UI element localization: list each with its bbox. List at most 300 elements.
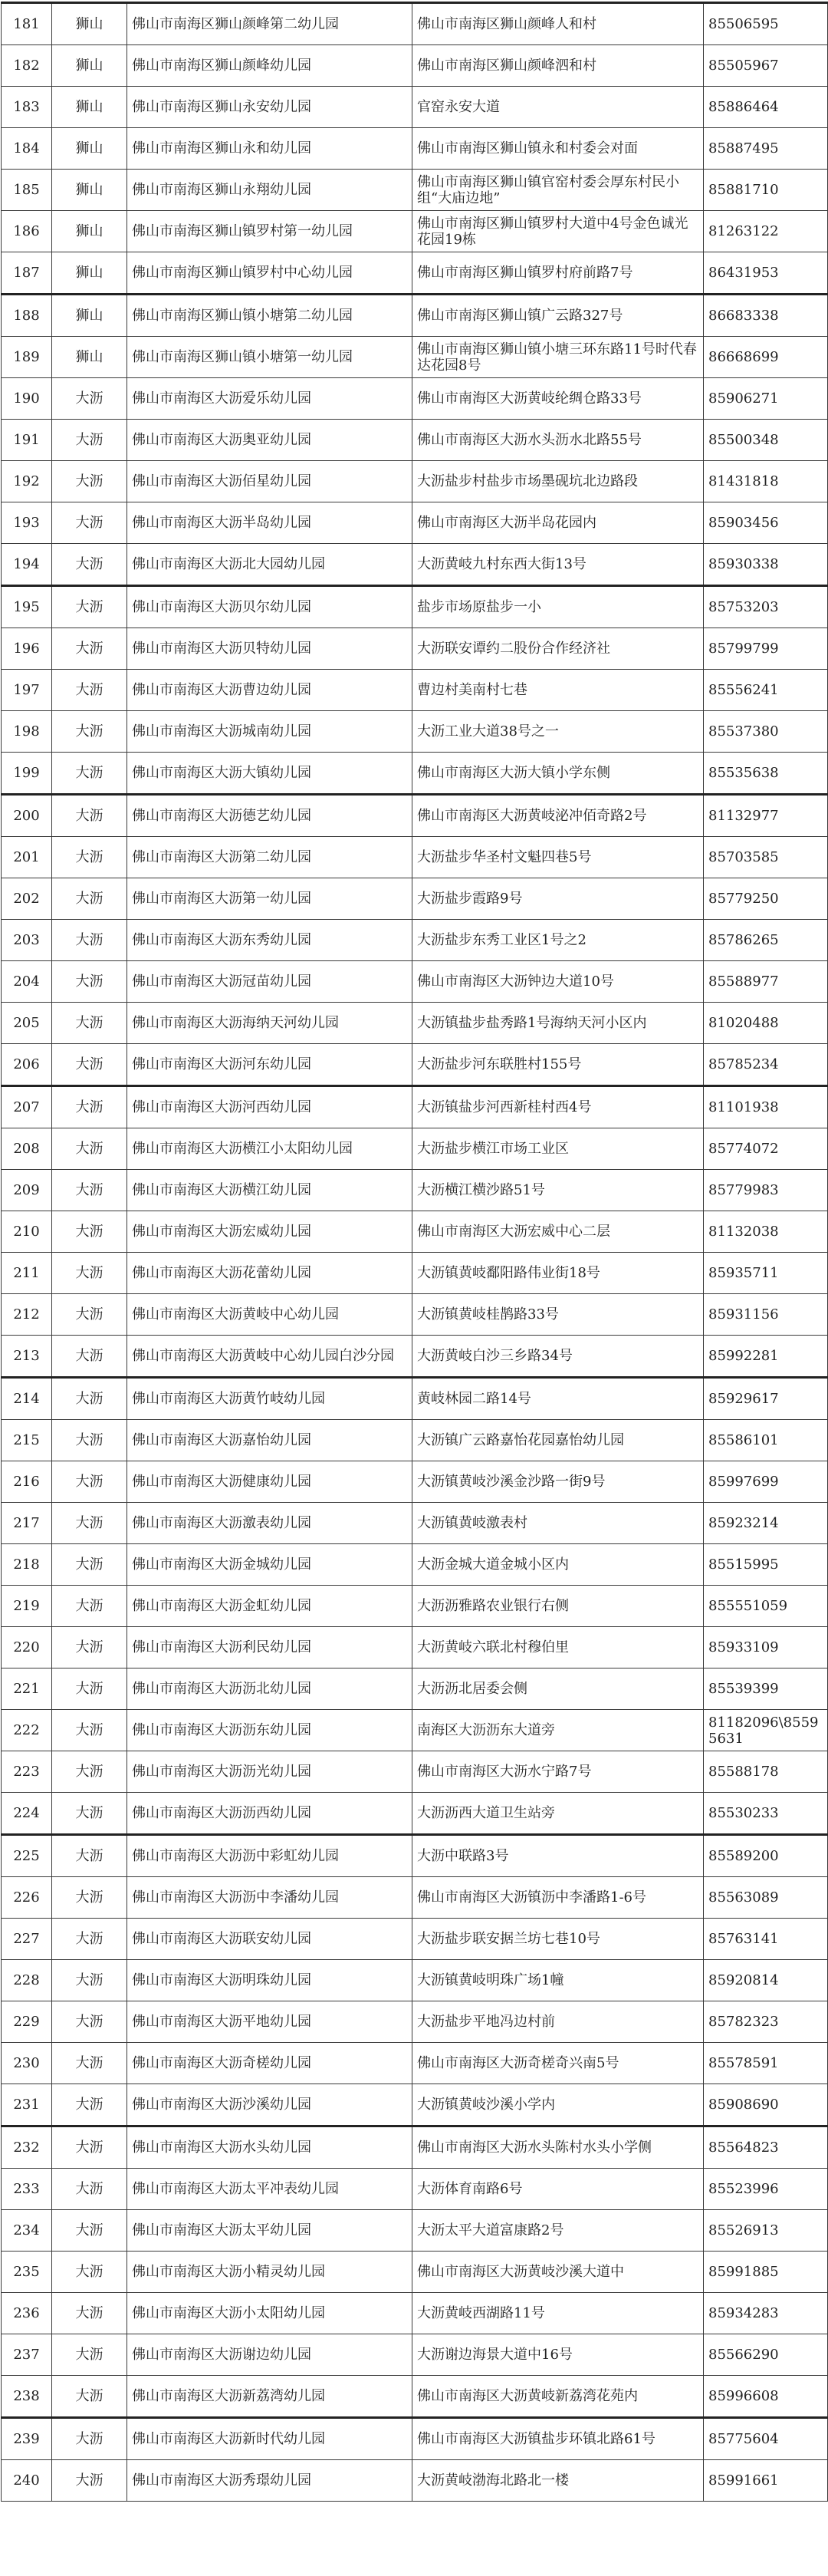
district-cell: 大沥 [52,1128,127,1170]
table-row [2,45,828,87]
district-cell: 大沥 [52,1544,127,1586]
address-cell: 佛山市南海区大沥镇盐步环镇北路61号 [412,2418,704,2460]
phone-cell: 85997699 [704,1461,828,1503]
table-row [2,378,828,420]
district-cell: 狮山 [52,170,127,211]
phone-cell: 85930338 [704,544,828,586]
phone-cell: 85992281 [704,1336,828,1378]
row-number-cell: 197 [2,670,52,711]
kindergarten-name-cell: 佛山市南海区大沥健康幼儿园 [127,1461,412,1503]
phone-cell: 85578591 [704,2043,828,2084]
phone-cell: 85500348 [704,420,828,461]
kindergarten-name-cell: 佛山市南海区大沥激表幼儿园 [127,1503,412,1544]
row-number-cell: 196 [2,628,52,670]
district-cell: 大沥 [52,670,127,711]
phone-cell: 85923214 [704,1503,828,1544]
table-row [2,1710,828,1751]
phone-cell: 85903456 [704,502,828,544]
phone-cell: 85887495 [704,128,828,170]
table-row [2,1586,828,1627]
kindergarten-name-cell: 佛山市南海区大沥爱乐幼儿园 [127,378,412,420]
row-number-cell: 193 [2,502,52,544]
row-number-cell: 214 [2,1378,52,1420]
kindergarten-name-cell: 佛山市南海区狮山永安幼儿园 [127,87,412,128]
address-cell: 佛山市南海区大沥水头沥水北路55号 [412,420,704,461]
kindergarten-name-cell: 佛山市南海区狮山永翔幼儿园 [127,170,412,211]
address-cell: 官窑永安大道 [412,87,704,128]
row-number-cell: 237 [2,2334,52,2376]
district-cell: 大沥 [52,1086,127,1128]
address-cell: 大沥联安谭约二股份合作经济社 [412,628,704,670]
kindergarten-name-cell: 佛山市南海区大沥沥东幼儿园 [127,1710,412,1751]
phone-cell: 85935711 [704,1253,828,1294]
phone-cell: 85703585 [704,837,828,878]
table-row [2,586,828,628]
address-cell: 大沥盐步霞路9号 [412,878,704,920]
table-row [2,1544,828,1586]
address-cell: 大沥盐步平地冯边村前 [412,2001,704,2043]
phone-cell: 86683338 [704,295,828,337]
kindergarten-name-cell: 佛山市南海区大沥沙溪幼儿园 [127,2084,412,2126]
address-cell: 大沥镇黄岐沙溪小学内 [412,2084,704,2126]
row-number-cell: 215 [2,1420,52,1461]
address-cell: 佛山市南海区大沥水宁路7号 [412,1751,704,1793]
row-number-cell: 195 [2,586,52,628]
district-cell: 大沥 [52,1378,127,1420]
kindergarten-name-cell: 佛山市南海区大沥太平幼儿园 [127,2210,412,2252]
address-cell: 大沥体育南路6号 [412,2169,704,2210]
district-cell: 大沥 [52,920,127,961]
table-row [2,502,828,544]
phone-cell: 85920814 [704,1960,828,2001]
phone-cell: 85539399 [704,1668,828,1710]
phone-cell: 85753203 [704,586,828,628]
phone-cell: 85934283 [704,2293,828,2334]
row-number-cell: 208 [2,1128,52,1170]
address-cell: 佛山市南海区狮山镇罗村大道中4号金色诚光花园19栋 [412,211,704,252]
table-row [2,2252,828,2293]
kindergarten-name-cell: 佛山市南海区大沥第二幼儿园 [127,837,412,878]
table-row [2,1668,828,1710]
row-number-cell: 185 [2,170,52,211]
table-row [2,2126,828,2169]
district-cell: 狮山 [52,87,127,128]
kindergarten-name-cell: 佛山市南海区大沥新时代幼儿园 [127,2418,412,2460]
kindergarten-name-cell: 佛山市南海区大沥第一幼儿园 [127,878,412,920]
table-row [2,420,828,461]
table-row [2,1211,828,1253]
row-number-cell: 231 [2,2084,52,2126]
kindergarten-name-cell: 佛山市南海区狮山永和幼儿园 [127,128,412,170]
kindergarten-name-cell: 佛山市南海区大沥半岛幼儿园 [127,502,412,544]
address-cell: 大沥镇黄岐鄱阳路伟业街18号 [412,1253,704,1294]
table-row [2,1294,828,1336]
table-row [2,1253,828,1294]
district-cell: 大沥 [52,2376,127,2418]
phone-cell: 85589200 [704,1835,828,1877]
district-cell: 大沥 [52,2043,127,2084]
address-cell: 大沥太平大道富康路2号 [412,2210,704,2252]
kindergarten-name-cell: 佛山市南海区大沥小太阳幼儿园 [127,2293,412,2334]
district-cell: 大沥 [52,1835,127,1877]
kindergarten-name-cell: 佛山市南海区大沥明珠幼儿园 [127,1960,412,2001]
table-body [2,3,828,2502]
phone-cell: 85991885 [704,2252,828,2293]
row-number-cell: 205 [2,1003,52,1044]
phone-cell: 85566290 [704,2334,828,2376]
kindergarten-name-cell: 佛山市南海区大沥北大园幼儿园 [127,544,412,586]
address-cell: 大沥镇黄岐明珠广场1幢 [412,1960,704,2001]
address-cell: 大沥沥北居委会侧 [412,1668,704,1710]
row-number-cell: 236 [2,2293,52,2334]
address-cell: 大沥黄岐西湖路11号 [412,2293,704,2334]
row-number-cell: 191 [2,420,52,461]
table-row [2,1378,828,1420]
table-row [2,1627,828,1668]
address-cell: 大沥横江横沙路51号 [412,1170,704,1211]
kindergarten-table [1,2,828,2502]
kindergarten-name-cell: 佛山市南海区大沥利民幼儿园 [127,1627,412,1668]
district-cell: 大沥 [52,711,127,753]
district-cell: 大沥 [52,1919,127,1960]
kindergarten-name-cell: 佛山市南海区大沥沥西幼儿园 [127,1793,412,1835]
table-row [2,628,828,670]
row-number-cell: 221 [2,1668,52,1710]
phone-cell: 85779983 [704,1170,828,1211]
district-cell: 狮山 [52,337,127,378]
address-cell: 大沥镇黄岐桂鹊路33号 [412,1294,704,1336]
phone-cell: 85563089 [704,1877,828,1919]
table-row [2,337,828,378]
district-cell: 大沥 [52,795,127,837]
district-cell: 大沥 [52,2334,127,2376]
row-number-cell: 188 [2,295,52,337]
row-number-cell: 202 [2,878,52,920]
address-cell: 大沥镇黄岐沙溪金沙路一街9号 [412,1461,704,1503]
row-number-cell: 204 [2,961,52,1003]
phone-cell: 85799799 [704,628,828,670]
kindergarten-name-cell: 佛山市南海区大沥东秀幼儿园 [127,920,412,961]
table-row [2,2376,828,2418]
address-cell: 大沥盐步华圣村文魁四巷5号 [412,837,704,878]
kindergarten-name-cell: 佛山市南海区大沥黄岐中心幼儿园 [127,1294,412,1336]
row-number-cell: 230 [2,2043,52,2084]
table-row [2,1919,828,1960]
address-cell: 大沥镇广云路嘉怡花园嘉怡幼儿园 [412,1420,704,1461]
table-row [2,1503,828,1544]
table-row [2,1420,828,1461]
row-number-cell: 229 [2,2001,52,2043]
district-cell: 大沥 [52,586,127,628]
address-cell: 大沥工业大道38号之一 [412,711,704,753]
table-row [2,2293,828,2334]
district-cell: 大沥 [52,2001,127,2043]
kindergarten-name-cell: 佛山市南海区大沥沥中李潘幼儿园 [127,1877,412,1919]
address-cell: 佛山市南海区大沥奇槎奇兴南5号 [412,2043,704,2084]
table-row [2,87,828,128]
kindergarten-name-cell: 佛山市南海区大沥花蕾幼儿园 [127,1253,412,1294]
table-row [2,670,828,711]
kindergarten-name-cell: 佛山市南海区大沥大镇幼儿园 [127,753,412,795]
kindergarten-name-cell: 佛山市南海区大沥贝特幼儿园 [127,628,412,670]
district-cell: 狮山 [52,252,127,295]
phone-cell: 85506595 [704,3,828,45]
district-cell: 大沥 [52,1627,127,1668]
address-cell: 佛山市南海区大沥镇沥中李潘路1-6号 [412,1877,704,1919]
kindergarten-name-cell: 佛山市南海区大沥金城幼儿园 [127,1544,412,1586]
phone-cell: 85535638 [704,753,828,795]
address-cell: 大沥镇盐步河西新桂村西4号 [412,1086,704,1128]
district-cell: 大沥 [52,461,127,502]
phone-cell: 85782323 [704,2001,828,2043]
table-row [2,1960,828,2001]
kindergarten-name-cell: 佛山市南海区大沥佰星幼儿园 [127,461,412,502]
kindergarten-name-cell: 佛山市南海区大沥宏威幼儿园 [127,1211,412,1253]
phone-cell: 85530233 [704,1793,828,1835]
address-cell: 佛山市南海区狮山镇永和村委会对面 [412,128,704,170]
kindergarten-name-cell: 佛山市南海区大沥奥亚幼儿园 [127,420,412,461]
row-number-cell: 199 [2,753,52,795]
address-cell: 南海区大沥沥东大道旁 [412,1710,704,1751]
district-cell: 大沥 [52,2084,127,2126]
address-cell: 大沥黄岐渤海北路北一楼 [412,2460,704,2502]
address-cell: 大沥盐步横江市场工业区 [412,1128,704,1170]
row-number-cell: 235 [2,2252,52,2293]
table-row [2,461,828,502]
row-number-cell: 238 [2,2376,52,2418]
address-cell: 大沥盐步村盐步市场墨砚坑北边路段 [412,461,704,502]
table-row [2,795,828,837]
district-cell: 狮山 [52,295,127,337]
kindergarten-name-cell: 佛山市南海区大沥冠苗幼儿园 [127,961,412,1003]
phone-cell: 85996608 [704,2376,828,2418]
kindergarten-name-cell: 佛山市南海区大沥黄岐中心幼儿园白沙分园 [127,1336,412,1378]
district-cell: 大沥 [52,2210,127,2252]
table-row [2,2210,828,2252]
address-cell: 佛山市南海区狮山颜峰人和村 [412,3,704,45]
table-row [2,2043,828,2084]
district-cell: 大沥 [52,1044,127,1086]
kindergarten-name-cell: 佛山市南海区大沥联安幼儿园 [127,1919,412,1960]
district-cell: 大沥 [52,1294,127,1336]
row-number-cell: 190 [2,378,52,420]
district-cell: 大沥 [52,544,127,586]
address-cell: 佛山市南海区大沥钟边大道10号 [412,961,704,1003]
phone-cell: 85991661 [704,2460,828,2502]
row-number-cell: 233 [2,2169,52,2210]
district-cell: 大沥 [52,502,127,544]
kindergarten-name-cell: 佛山市南海区狮山镇小塘第二幼儿园 [127,295,412,337]
phone-cell: 85886464 [704,87,828,128]
table-row [2,920,828,961]
table-row [2,1461,828,1503]
address-cell: 曹边村美南村七巷 [412,670,704,711]
table-row [2,837,828,878]
table-row [2,3,828,45]
table-row [2,1751,828,1793]
table-row [2,878,828,920]
kindergarten-name-cell: 佛山市南海区大沥嘉怡幼儿园 [127,1420,412,1461]
phone-cell: 85774072 [704,1128,828,1170]
row-number-cell: 181 [2,3,52,45]
table-row [2,753,828,795]
district-cell: 狮山 [52,211,127,252]
phone-cell: 85786265 [704,920,828,961]
table-row [2,2084,828,2126]
phone-cell: 85526913 [704,2210,828,2252]
row-number-cell: 194 [2,544,52,586]
address-cell: 佛山市南海区狮山镇罗村府前路7号 [412,252,704,295]
address-cell: 大沥金城大道金城小区内 [412,1544,704,1586]
row-number-cell: 189 [2,337,52,378]
phone-cell: 81132038 [704,1211,828,1253]
kindergarten-name-cell: 佛山市南海区大沥奇槎幼儿园 [127,2043,412,2084]
district-cell: 大沥 [52,2418,127,2460]
kindergarten-name-cell: 佛山市南海区大沥沥光幼儿园 [127,1751,412,1793]
kindergarten-name-cell: 佛山市南海区大沥河西幼儿园 [127,1086,412,1128]
table-row [2,295,828,337]
kindergarten-name-cell: 佛山市南海区大沥曹边幼儿园 [127,670,412,711]
row-number-cell: 239 [2,2418,52,2460]
phone-cell: 85881710 [704,170,828,211]
kindergarten-name-cell: 佛山市南海区狮山颜峰幼儿园 [127,45,412,87]
district-cell: 大沥 [52,1668,127,1710]
district-cell: 大沥 [52,1461,127,1503]
district-cell: 狮山 [52,128,127,170]
kindergarten-name-cell: 佛山市南海区大沥海纳天河幼儿园 [127,1003,412,1044]
district-cell: 大沥 [52,1503,127,1544]
phone-cell: 85779250 [704,878,828,920]
row-number-cell: 187 [2,252,52,295]
phone-cell: 855551059 [704,1586,828,1627]
kindergarten-name-cell: 佛山市南海区狮山镇罗村第一幼儿园 [127,211,412,252]
phone-cell: 85763141 [704,1919,828,1960]
address-cell: 大沥镇盐步盐秀路1号海纳天河小区内 [412,1003,704,1044]
row-number-cell: 232 [2,2126,52,2169]
row-number-cell: 186 [2,211,52,252]
kindergarten-name-cell: 佛山市南海区大沥谢边幼儿园 [127,2334,412,2376]
phone-cell: 85588178 [704,1751,828,1793]
kindergarten-name-cell: 佛山市南海区大沥平地幼儿园 [127,2001,412,2043]
table-row [2,1086,828,1128]
phone-cell: 85556241 [704,670,828,711]
address-cell: 佛山市南海区狮山镇小塘三环东路11号时代春达花园8号 [412,337,704,378]
row-number-cell: 220 [2,1627,52,1668]
kindergarten-name-cell: 佛山市南海区大沥小精灵幼儿园 [127,2252,412,2293]
address-cell: 佛山市南海区大沥黄岐泌冲佰奇路2号 [412,795,704,837]
phone-cell: 85906271 [704,378,828,420]
table-row [2,2418,828,2460]
kindergarten-name-cell: 佛山市南海区大沥水头幼儿园 [127,2126,412,2169]
row-number-cell: 209 [2,1170,52,1211]
row-number-cell: 212 [2,1294,52,1336]
table-row [2,544,828,586]
phone-cell: 85908690 [704,2084,828,2126]
row-number-cell: 228 [2,1960,52,2001]
address-cell: 大沥黄岐白沙三乡路34号 [412,1336,704,1378]
district-cell: 大沥 [52,2169,127,2210]
district-cell: 大沥 [52,1586,127,1627]
address-cell: 佛山市南海区狮山颜峰泗和村 [412,45,704,87]
phone-cell: 81263122 [704,211,828,252]
phone-cell: 85505967 [704,45,828,87]
table-row [2,1793,828,1835]
address-cell: 佛山市南海区大沥黄岐沙溪大道中 [412,2252,704,2293]
phone-cell: 85586101 [704,1420,828,1461]
table-row [2,128,828,170]
district-cell: 大沥 [52,1710,127,1751]
kindergarten-name-cell: 佛山市南海区大沥沥中彩虹幼儿园 [127,1835,412,1877]
phone-cell: 86668699 [704,337,828,378]
row-number-cell: 226 [2,1877,52,1919]
kindergarten-name-cell: 佛山市南海区大沥新荔湾幼儿园 [127,2376,412,2418]
table-row [2,170,828,211]
kindergarten-name-cell: 佛山市南海区大沥太平冲表幼儿园 [127,2169,412,2210]
address-cell: 大沥黄岐六联北村穆伯里 [412,1627,704,1668]
kindergarten-name-cell: 佛山市南海区狮山镇罗村中心幼儿园 [127,252,412,295]
row-number-cell: 211 [2,1253,52,1294]
row-number-cell: 203 [2,920,52,961]
phone-cell: 85785234 [704,1044,828,1086]
phone-cell: 81020488 [704,1003,828,1044]
row-number-cell: 182 [2,45,52,87]
phone-cell: 85933109 [704,1627,828,1668]
address-cell: 佛山市南海区大沥黄岐新荔湾花苑内 [412,2376,704,2418]
phone-cell: 86431953 [704,252,828,295]
row-number-cell: 224 [2,1793,52,1835]
address-cell: 大沥盐步联安据兰坊七巷10号 [412,1919,704,1960]
row-number-cell: 222 [2,1710,52,1751]
row-number-cell: 219 [2,1586,52,1627]
district-cell: 大沥 [52,1170,127,1211]
row-number-cell: 234 [2,2210,52,2252]
row-number-cell: 207 [2,1086,52,1128]
row-number-cell: 218 [2,1544,52,1586]
district-cell: 大沥 [52,1877,127,1919]
address-cell: 盐步市场原盐步一小 [412,586,704,628]
kindergarten-name-cell: 佛山市南海区大沥横江幼儿园 [127,1170,412,1211]
district-cell: 大沥 [52,961,127,1003]
row-number-cell: 227 [2,1919,52,1960]
address-cell: 佛山市南海区狮山镇广云路327号 [412,295,704,337]
table-row [2,961,828,1003]
address-cell: 大沥中联路3号 [412,1835,704,1877]
table-row [2,711,828,753]
address-cell: 大沥谢边海景大道中16号 [412,2334,704,2376]
phone-cell: 85523996 [704,2169,828,2210]
table-row [2,2334,828,2376]
row-number-cell: 183 [2,87,52,128]
phone-cell: 81132977 [704,795,828,837]
district-cell: 狮山 [52,3,127,45]
district-cell: 大沥 [52,837,127,878]
table-row [2,1044,828,1086]
table-row [2,1877,828,1919]
row-number-cell: 200 [2,795,52,837]
kindergarten-name-cell: 佛山市南海区大沥德艺幼儿园 [127,795,412,837]
district-cell: 大沥 [52,628,127,670]
row-number-cell: 217 [2,1503,52,1544]
address-cell: 大沥沥西大道卫生站旁 [412,1793,704,1835]
address-cell: 佛山市南海区大沥水头陈村水头小学侧 [412,2126,704,2169]
phone-cell: 85564823 [704,2126,828,2169]
kindergarten-name-cell: 佛山市南海区大沥沥北幼儿园 [127,1668,412,1710]
kindergarten-name-cell: 佛山市南海区大沥黄竹岐幼儿园 [127,1378,412,1420]
district-cell: 大沥 [52,1253,127,1294]
district-cell: 大沥 [52,1960,127,2001]
district-cell: 大沥 [52,2293,127,2334]
address-cell: 黄岐林园二路14号 [412,1378,704,1420]
